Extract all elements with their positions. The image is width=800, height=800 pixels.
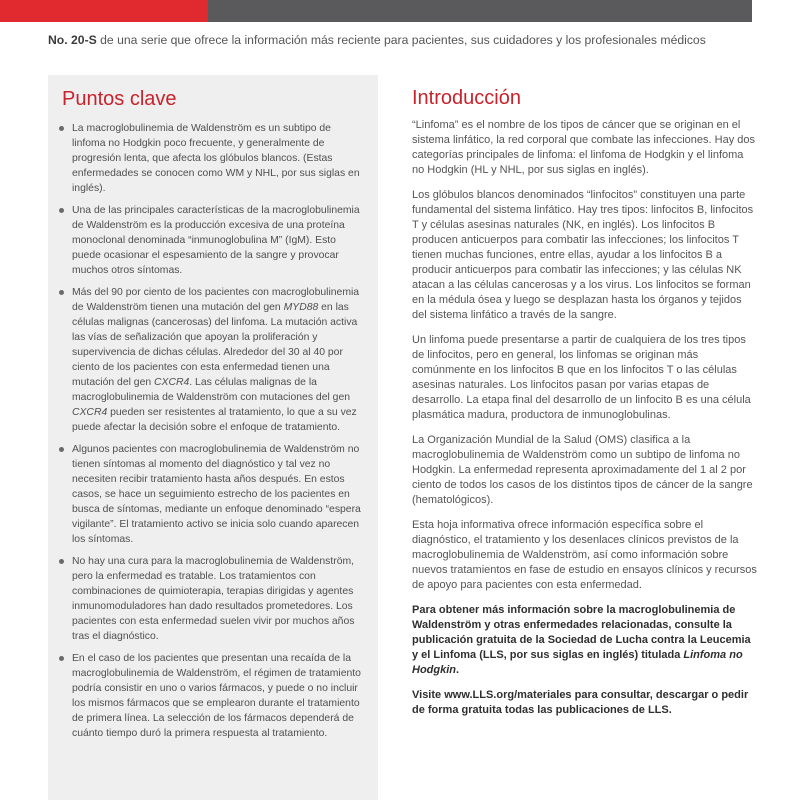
text-run: La macroglobulinemia de Waldenström es un subtipo de linfoma no Hodgkin poco frecuente, y generalmente de progresión lenta, que afecta los glóbulos blancos. (Estas enfermedades se conocen como WM y NHL, por sus siglas en inglés). (72, 123, 360, 194)
key-points-panel (48, 75, 378, 800)
bullet-icon (59, 208, 64, 213)
lls-website-link[interactable] (412, 688, 758, 718)
text-run: No hay una cura para la macroglobulinemia de Waldenström, pero la enfermedad es tratable. Los tratamientos con combinaciones de quimioterapia, terapias dirigidas y agentes inmunomoduladores han dado resultados prometedores. Los pacientes con esta enfermedad suelen vivir por muchos años tras el diagnóstico. (72, 556, 355, 642)
intro-paragraph: “Linfoma” es el nombre de los tipos de cáncer que se originan en el sistema linfático, la red corporal que combate las infecciones. Hay dos categorías principales de linfoma: el linfoma de Hodgkin y el linfoma no Hodgkin (HL y NHL, por sus siglas en inglés). (412, 119, 756, 176)
key-points-title: Puntos clave (62, 88, 177, 110)
intro-paragraph: La Organización Mundial de la Salud (OMS) clasifica a la macroglobulinemia de Waldenström como un subtipo de linfoma no Hodgkin. La enfermedad representa aproximadamente del 1 al 2 por ciento de todos los casos de los distintos tipos de cáncer de la sangre (hematológicos). (412, 434, 753, 506)
key-point-item (58, 442, 364, 547)
series-line (48, 32, 758, 48)
text-run: en las células malignas (cancerosas) del linfoma. La mutación activa las vías de señalización que apoyan la proliferación y supervivencia de dichas células. Alrededor del 30 al 40 por ciento de los pacientes con esta enfermedad tienen una mutación del gen (72, 302, 358, 388)
key-point-text (72, 556, 354, 642)
intro-paragraph: Los glóbulos blancos denominados “linfocitos” constituyen una parte fundamental del sistema linfático. Hay tres tipos: linfocitos B, linfocitos T y células asesinas naturales (NK, en inglés). Los linfocitos B producen anticuerpos para combatir las infecciones; los linfocitos T tienen muchas funciones, entre ellas, ayudar a los linfocitos B a producir anticuerpos para combatir las infecciones; y las células NK atacan a las células cancerosas y a los virus. Los linfocitos se forman en la médula ósea y luego se desplazan hasta los órganos y tejidos del sistema linfático a través de la sangre. (412, 189, 754, 321)
text-run: . (456, 664, 460, 676)
more-info-callout (412, 603, 758, 678)
intro-paragraph: Un linfoma puede presentarse a partir de cualquiera de los tres tipos de linfocitos, pero en general, los linfomas se originan más comúnmente en los linfocitos B que en los linfocitos T o las células asesinas naturales. Los linfocitos pasan por varias etapas de desarrollo. La etapa final del desarrollo de un linfocito B es una célula plasmática madura, productora de inmunoglobulinas. (412, 334, 751, 421)
introduction-title: Introducción (412, 87, 521, 109)
text-run: Una de las principales características de la macroglobulinemia de Waldenström es la producción excesiva de una proteína monoclonal denominada “inmunoglobulina M” (IgM). Esto puede ocasionar el espesamiento de la sangre y provocar muchos otros síntomas. (72, 205, 360, 276)
introduction-section (412, 86, 758, 728)
text-run: Visite www.LLS.org/materiales para consultar, descargar o pedir de forma gratuita todas las publicaciones de LLS. (412, 689, 749, 716)
key-point-text (72, 653, 361, 739)
key-point-item (58, 651, 364, 741)
key-point-item (58, 203, 364, 278)
key-points-list (58, 121, 364, 741)
italic-term: MYD88 (283, 302, 319, 313)
bullet-icon (59, 126, 64, 131)
key-point-text (72, 287, 359, 433)
intro-paragraph: Esta hoja informativa ofrece información específica sobre el diagnóstico, el tratamiento y los desenlaces clínicos previstos de la macroglobulinemia de Waldenström, así como información sobre nuevos tratamientos en fase de estudio en ensayos clínicos y recursos de apoyo para pacientes con esta enfermedad. (412, 519, 757, 591)
series-number: No. 20-S (48, 33, 97, 47)
bullet-icon (59, 290, 64, 295)
text-run: Algunos pacientes con macroglobulinemia de Waldenström no tienen síntomas al momento del diagnóstico y tal vez no necesiten recibir tratamiento hasta años después. En estos casos, se hace un seguimiento estrecho de los pacientes en busca de síntomas, mediante un enfoque denominado “espera vigilante”. El tratamiento activo se inicia solo cuando aparecen los síntomas. (72, 444, 361, 545)
text-run: En el caso de los pacientes que presentan una recaída de la macroglobulinemia de Waldenström, el régimen de tratamiento podría consistir en uno o varios fármacos, y puede o no incluir los mismos fármacos que se emplearon durante el tratamiento de primera línea. La selección de los fármacos dependerá de cuánto tiempo duró la primera respuesta al tratamiento. (72, 653, 361, 739)
key-point-text (72, 123, 360, 194)
key-point-item (58, 121, 364, 196)
key-point-text (72, 444, 361, 545)
key-point-item (58, 554, 364, 644)
bullet-icon (59, 559, 64, 564)
top-bar-gray-segment (208, 0, 752, 22)
key-point-item (58, 285, 364, 435)
text-run: . Las células malignas de la macroglobulinemia de Waldenström con mutaciones del gen (72, 377, 350, 403)
bullet-icon (59, 447, 64, 452)
italic-term: Linfoma no Hodgkin (412, 649, 743, 676)
text-run: pueden ser resistentes al tratamiento, lo que a su vez puede afectar la decisión sobre el enfoque de tratamiento. (72, 407, 357, 433)
bullet-icon (59, 656, 64, 661)
top-color-bar (0, 0, 800, 22)
key-point-text (72, 205, 360, 276)
top-bar-red-segment (0, 0, 208, 22)
text-run: Para obtener más información sobre la macroglobulinemia de Waldenström y otras enfermedades relacionadas, consulte la publicación gratuita de la Sociedad de Lucha contra la Leucemia y el Linfoma (LLS, por sus siglas en inglés) titulada (412, 604, 751, 661)
text-run: Más del 90 por ciento de los pacientes con macroglobulinemia de Waldenström tienen una mutación del gen (72, 287, 360, 313)
series-description: de una serie que ofrece la información más reciente para pacientes, sus cuidadores y los profesionales médicos (96, 33, 706, 47)
italic-term: CXCR4 (72, 407, 108, 418)
italic-term: CXCR4 (154, 377, 190, 388)
